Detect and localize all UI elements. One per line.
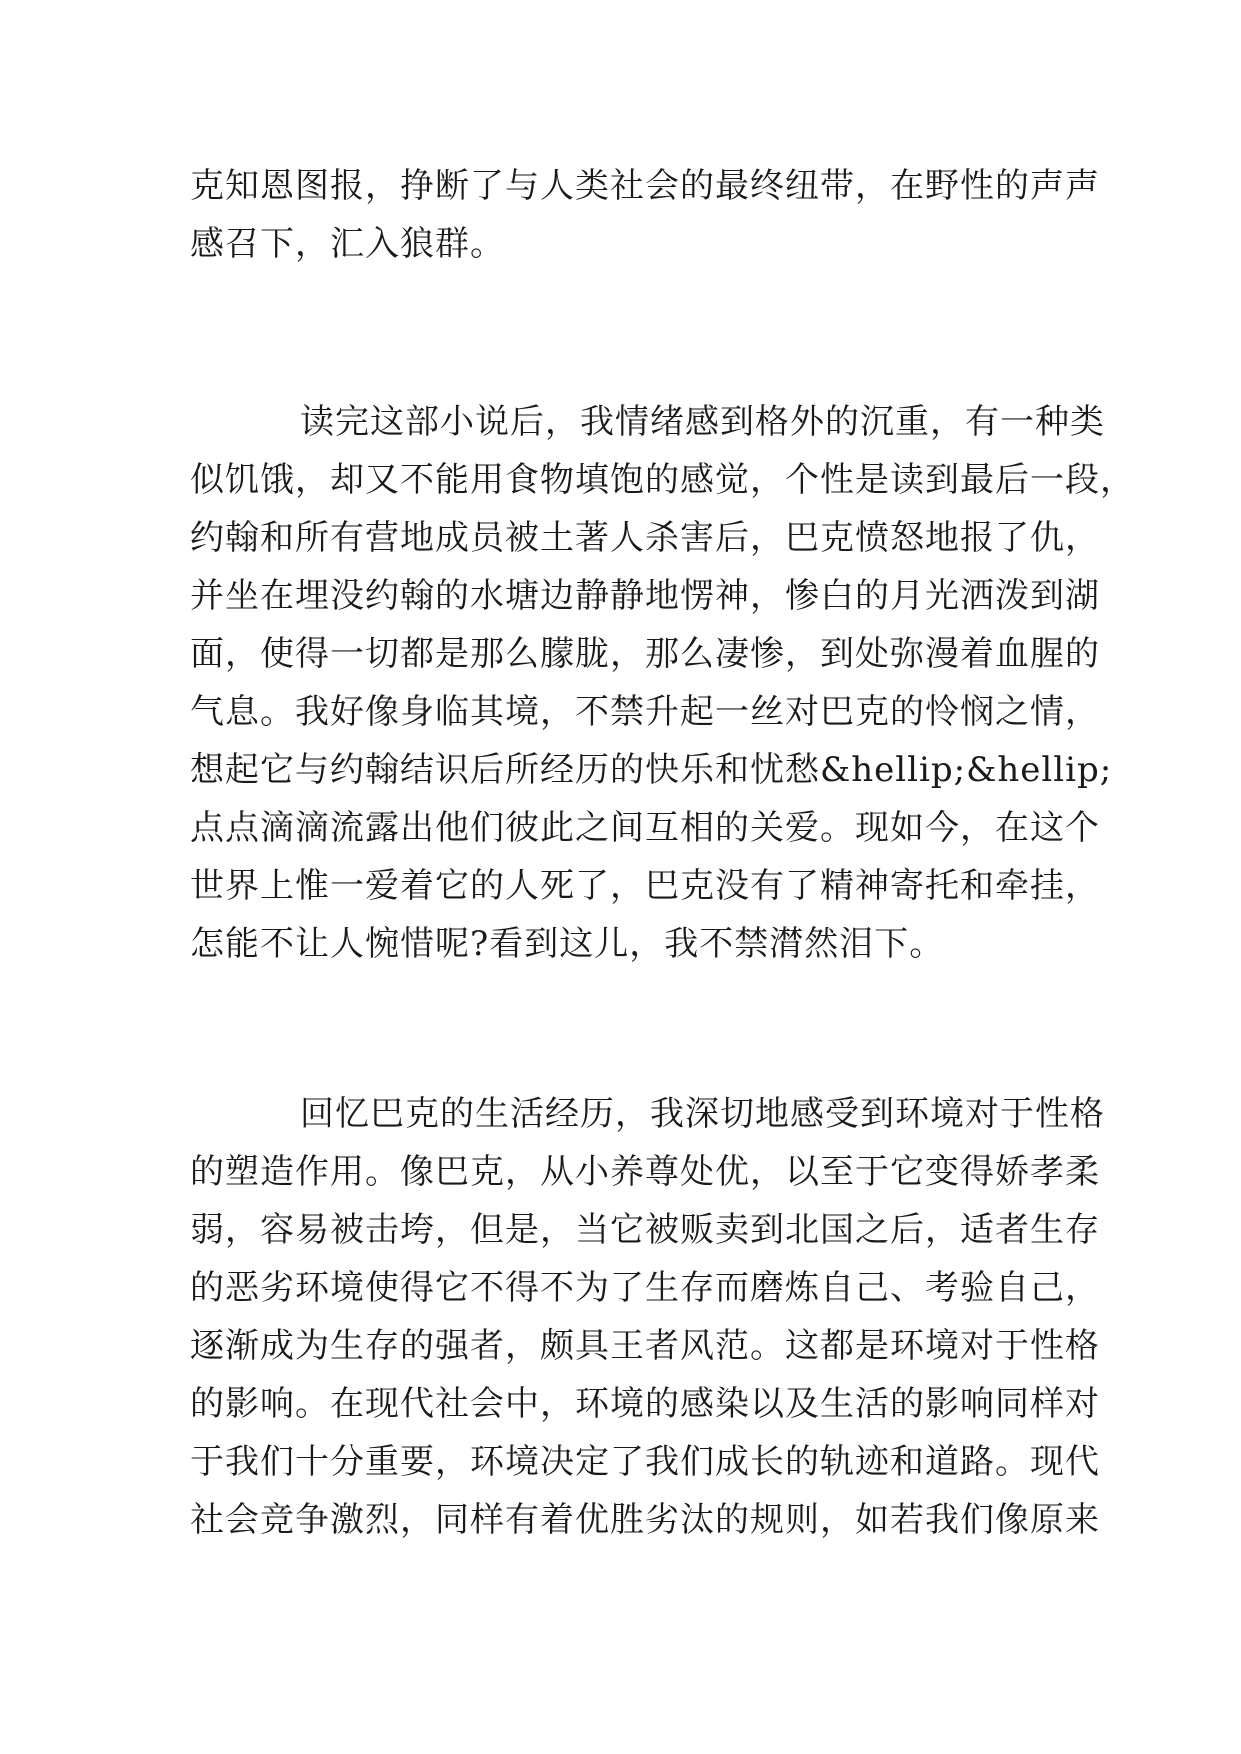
text-line: 的影响。在现代社会中，环境的感染以及生活的影响同样对 [190,1384,1100,1424]
text-line: 怎能不让人惋惜呢?看到这儿，我不禁潸然泪下。 [190,924,945,964]
text-line: 逐渐成为生存的强者，颇具王者风范。这都是环境对于性格 [190,1326,1100,1366]
text-line: 的塑造作用。像巴克，从小养尊处优，以至于它变得娇孝柔 [190,1152,1100,1192]
text-line: 世界上惟一爱着它的人死了，巴克没有了精神寄托和牵挂， [190,866,1100,906]
text-line: 克知恩图报，挣断了与人类社会的最终纽带，在野性的声声 [190,166,1100,206]
text-line: 社会竞争激烈，同样有着优胜劣汰的规则，如若我们像原来 [190,1500,1100,1540]
text-line: 于我们十分重要，环境决定了我们成长的轨迹和道路。现代 [190,1442,1100,1482]
text-line: 点点滴滴流露出他们彼此之间互相的关爱。现如今，在这个 [190,808,1100,848]
paragraph-continuation [190,157,1100,273]
text-line: 读完这部小说后，我情绪感到格外的沉重，有一种类 [300,402,1105,442]
text-line: 并坐在埋没约翰的水塘边静静地愣神，惨白的月光洒泼到湖 [190,576,1100,616]
text-line: 的恶劣环境使得它不得不为了生存而磨炼自己、考验自己， [190,1268,1100,1308]
paragraph-reading-feelings [190,393,1135,973]
text-line: 约翰和所有营地成员被土著人杀害后，巴克愤怒地报了仇， [190,518,1100,558]
text-line: 似饥饿，却又不能用食物填饱的感觉，个性是读到最后一段， [190,460,1135,500]
text-line: 气息。我好像身临其境，不禁升起一丝对巴克的怜悯之情， [190,692,1100,732]
paragraph-environment-reflection [190,1085,1105,1549]
text-line: 弱，容易被击垮，但是，当它被贩卖到北国之后，适者生存 [190,1210,1100,1250]
text-line: 面，使得一切都是那么朦胧，那么凄惨，到处弥漫着血腥的 [190,634,1100,674]
text-line: 感召下，汇入狼群。 [190,224,505,264]
text-line: 回忆巴克的生活经历，我深切地感受到环境对于性格 [300,1094,1105,1134]
text-line: 想起它与约翰结识后所经历的快乐和忧愁&hellip;&hellip; [190,750,1113,790]
